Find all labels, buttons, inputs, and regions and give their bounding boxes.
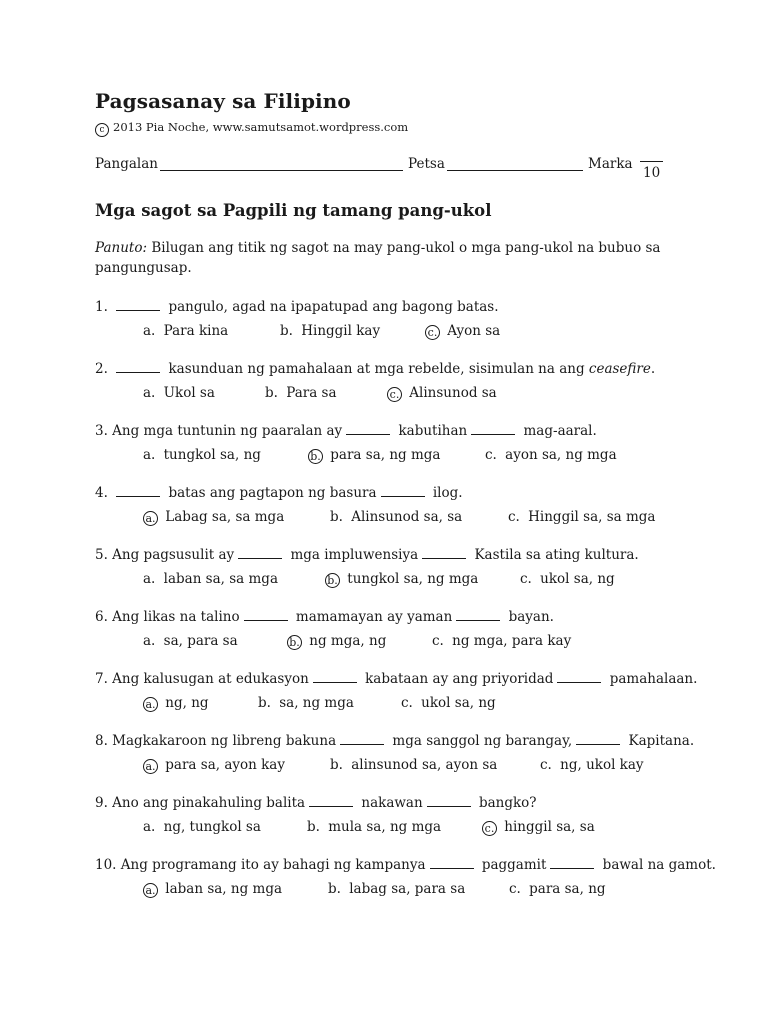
question-text: [95, 360, 655, 378]
option-a[interactable]: [143, 818, 261, 836]
option-letter: b.: [307, 819, 320, 835]
question-fragment: mamamayan ay yaman: [291, 609, 453, 625]
option-text: ng, ukol kay: [555, 757, 644, 773]
option-a[interactable]: [143, 508, 284, 526]
question-fragment: bangko?: [474, 795, 537, 811]
option-a[interactable]: [143, 322, 228, 340]
option-text: laban sa, sa mga: [159, 571, 278, 587]
option-b[interactable]: [325, 570, 478, 588]
option-b[interactable]: [328, 880, 465, 898]
question-fragment: Ang programang ito ay bahagi ng kampanya: [120, 857, 426, 873]
answer-blank[interactable]: [116, 360, 160, 373]
question-9: [95, 794, 675, 856]
question-fragment: mga impluwensiya: [286, 547, 419, 563]
option-text: ng mga, para kay: [447, 633, 572, 649]
selected-answer-circle: b.: [325, 573, 340, 588]
selected-answer-circle: b.: [308, 449, 323, 464]
question-number: 1.: [95, 299, 113, 315]
question-number: 2.: [95, 361, 113, 377]
option-b[interactable]: [307, 818, 441, 836]
question-8: [95, 732, 695, 794]
name-field[interactable]: [160, 170, 403, 171]
question-5: [95, 546, 675, 608]
answer-blank[interactable]: [381, 484, 425, 497]
question-text: [95, 856, 716, 874]
option-text: Hinggil sa, sa mga: [523, 509, 656, 525]
option-b[interactable]: [258, 694, 354, 712]
section-title: Mga sagot sa Pagpili ng tamang pang-ukol: [95, 201, 492, 220]
question-text: [95, 794, 537, 812]
copyright-icon: c: [95, 123, 109, 137]
option-text: Alinsunod sa: [405, 385, 497, 401]
option-text: para sa, ng: [524, 881, 606, 897]
instruction-label: Panuto:: [95, 240, 148, 256]
option-b[interactable]: [330, 508, 462, 526]
option-text: sa, ng mga: [274, 695, 354, 711]
option-text: Alinsunod sa, sa: [346, 509, 463, 525]
option-letter: c.: [508, 509, 520, 525]
option-c[interactable]: [425, 322, 500, 340]
answer-blank[interactable]: [557, 670, 601, 683]
date-field[interactable]: [447, 170, 583, 171]
question-fragment: Ano ang pinakahuling balita: [112, 795, 306, 811]
question-fragment: Ang pagsusulit ay: [112, 547, 235, 563]
option-text: laban sa, ng mga: [161, 881, 283, 897]
option-text: Labag sa, sa mga: [161, 509, 285, 525]
option-text: ng mga, ng: [305, 633, 387, 649]
option-letter: a.: [143, 323, 156, 339]
worksheet-title: Pagsasanay sa Filipino: [95, 89, 351, 113]
answer-blank[interactable]: [346, 422, 390, 435]
question-fragment: nakawan: [357, 795, 423, 811]
option-letter: c.: [485, 447, 497, 463]
question-number: 4.: [95, 485, 113, 501]
answer-blank[interactable]: [427, 794, 471, 807]
selected-answer-circle: a.: [143, 511, 158, 526]
copyright-line: [95, 119, 675, 137]
answer-blank[interactable]: [576, 732, 620, 745]
option-letter: a.: [143, 819, 156, 835]
option-text: sa, para sa: [159, 633, 238, 649]
question-7: [95, 670, 698, 732]
score-label: Marka: [588, 156, 633, 172]
option-letter: b.: [280, 323, 293, 339]
question-fragment: .: [650, 361, 656, 377]
option-letter: b.: [330, 509, 343, 525]
question-fragment: paggamit: [477, 857, 547, 873]
option-text: Ayon sa: [443, 323, 501, 339]
option-c[interactable]: [520, 570, 615, 588]
instructions: [95, 238, 665, 278]
option-letter: a.: [143, 447, 156, 463]
question-fragment: Ang likas na talino: [112, 609, 240, 625]
question-fragment: kasunduan ng pamahalaan at mga rebelde, sisimulan na ang: [164, 361, 585, 377]
option-a[interactable]: [143, 384, 215, 402]
question-text: [95, 608, 554, 626]
answer-blank[interactable]: [471, 422, 515, 435]
option-text: alinsunod sa, ayon sa: [346, 757, 498, 773]
option-letter: b.: [328, 881, 341, 897]
option-a[interactable]: [143, 694, 209, 712]
option-text: mula sa, ng mga: [323, 819, 442, 835]
question-fragment: Kapitana.: [624, 733, 695, 749]
question-text: [95, 670, 697, 688]
option-text: ukol sa, ng: [416, 695, 496, 711]
option-c[interactable]: [508, 508, 655, 526]
option-a[interactable]: [143, 756, 285, 774]
question-number: 3.: [95, 423, 113, 439]
option-b[interactable]: [287, 632, 386, 650]
option-letter: c.: [540, 757, 552, 773]
date-label: Petsa: [408, 156, 445, 172]
question-text: [95, 298, 499, 316]
question-text: [95, 422, 597, 440]
question-fragment: bawal na gamot.: [598, 857, 716, 873]
answer-blank[interactable]: [244, 608, 288, 621]
question-fragment: Kastila sa ating kultura.: [470, 547, 639, 563]
option-text: ayon sa, ng mga: [500, 447, 617, 463]
option-text: Para kina: [159, 323, 229, 339]
question-fragment: ilog.: [428, 485, 463, 501]
answer-blank[interactable]: [116, 298, 160, 311]
option-c[interactable]: [432, 632, 571, 650]
question-10: [95, 856, 716, 918]
option-b[interactable]: [265, 384, 337, 402]
selected-answer-circle: a.: [143, 759, 158, 774]
question-fragment: Magkakaroon ng libreng bakuna: [112, 733, 337, 749]
question-2: [95, 360, 675, 422]
question-fragment: batas ang pagtapon ng basura: [164, 485, 377, 501]
question-number: 7.: [95, 671, 113, 687]
option-letter: c.: [520, 571, 532, 587]
question-fragment: Ang kalusugan at edukasyon: [112, 671, 309, 687]
option-text: ng, tungkol sa: [159, 819, 261, 835]
answer-blank[interactable]: [550, 856, 594, 869]
selected-answer-circle: c.: [425, 325, 440, 340]
question-fragment: mga sanggol ng barangay,: [388, 733, 573, 749]
option-text: Ukol sa: [159, 385, 215, 401]
selected-answer-circle: a.: [143, 883, 158, 898]
option-letter: b.: [330, 757, 343, 773]
score-field[interactable]: [640, 161, 663, 162]
question-1: [95, 298, 675, 360]
copyright-text: 2013 Pia Noche, www.samutsamot.wordpress.com: [113, 120, 409, 134]
option-letter: b.: [265, 385, 278, 401]
option-letter: b.: [258, 695, 271, 711]
option-text: Para sa: [281, 385, 337, 401]
option-c[interactable]: [485, 446, 617, 464]
question-6: [95, 608, 675, 670]
selected-answer-circle: a.: [143, 697, 158, 712]
answer-blank[interactable]: [238, 546, 282, 559]
option-a[interactable]: [143, 880, 282, 898]
option-a[interactable]: [143, 446, 261, 464]
instruction-text: Bilugan ang titik ng sagot na may pang-ukol o mga pang-ukol na bubuo sa pangungusap.: [95, 240, 661, 276]
option-b[interactable]: [308, 446, 440, 464]
option-text: para sa, ayon kay: [161, 757, 285, 773]
option-c[interactable]: [509, 880, 606, 898]
question-fragment: pangulo, agad na ipapatupad ang bagong batas.: [164, 299, 499, 315]
selected-answer-circle: b.: [287, 635, 302, 650]
selected-answer-circle: c.: [387, 387, 402, 402]
answer-blank[interactable]: [340, 732, 384, 745]
option-c[interactable]: [482, 818, 595, 836]
option-letter: a.: [143, 571, 156, 587]
question-number: 10.: [95, 857, 121, 873]
question-fragment: Ang mga tuntunin ng paaralan ay: [112, 423, 343, 439]
option-letter: c.: [401, 695, 413, 711]
option-a[interactable]: [143, 570, 278, 588]
option-letter: a.: [143, 385, 156, 401]
question-text: [95, 484, 463, 502]
question-number: 6.: [95, 609, 113, 625]
question-fragment: bayan.: [504, 609, 554, 625]
option-text: tungkol sa, ng mga: [343, 571, 479, 587]
answer-blank[interactable]: [116, 484, 160, 497]
option-text: tungkol sa, ng: [159, 447, 261, 463]
option-letter: c.: [509, 881, 521, 897]
question-fragment: kabataan ay ang priyoridad: [360, 671, 554, 687]
answer-blank[interactable]: [422, 546, 466, 559]
question-3: [95, 422, 675, 484]
option-b[interactable]: [330, 756, 497, 774]
question-fragment: kabutihan: [394, 423, 468, 439]
question-text: [95, 546, 639, 564]
question-text: [95, 732, 694, 750]
answer-blank[interactable]: [430, 856, 474, 869]
option-text: Hinggil kay: [296, 323, 381, 339]
student-info-row: [95, 151, 675, 191]
score-total: 10: [643, 165, 661, 181]
question-number: 9.: [95, 795, 113, 811]
answer-blank[interactable]: [313, 670, 357, 683]
option-c[interactable]: [540, 756, 644, 774]
option-text: ukol sa, ng: [535, 571, 615, 587]
option-text: ng, ng: [161, 695, 209, 711]
option-c[interactable]: [387, 384, 497, 402]
option-a[interactable]: [143, 632, 238, 650]
question-list: [95, 298, 716, 918]
option-text: para sa, ng mga: [326, 447, 441, 463]
question-number: 5.: [95, 547, 113, 563]
selected-answer-circle: c.: [482, 821, 497, 836]
question-4: [95, 484, 675, 546]
option-letter: c.: [432, 633, 444, 649]
option-letter: a.: [143, 633, 156, 649]
question-fragment: pamahalaan.: [605, 671, 698, 687]
answer-blank[interactable]: [456, 608, 500, 621]
worksheet-page: [95, 88, 716, 918]
option-c[interactable]: [401, 694, 496, 712]
option-b[interactable]: [280, 322, 380, 340]
answer-blank[interactable]: [309, 794, 353, 807]
option-text: hinggil sa, sa: [500, 819, 595, 835]
option-text: labag sa, para sa: [344, 881, 466, 897]
question-fragment: mag-aaral.: [519, 423, 597, 439]
italic-term: ceasefire: [584, 361, 651, 377]
name-label: Pangalan: [95, 156, 158, 172]
question-number: 8.: [95, 733, 113, 749]
